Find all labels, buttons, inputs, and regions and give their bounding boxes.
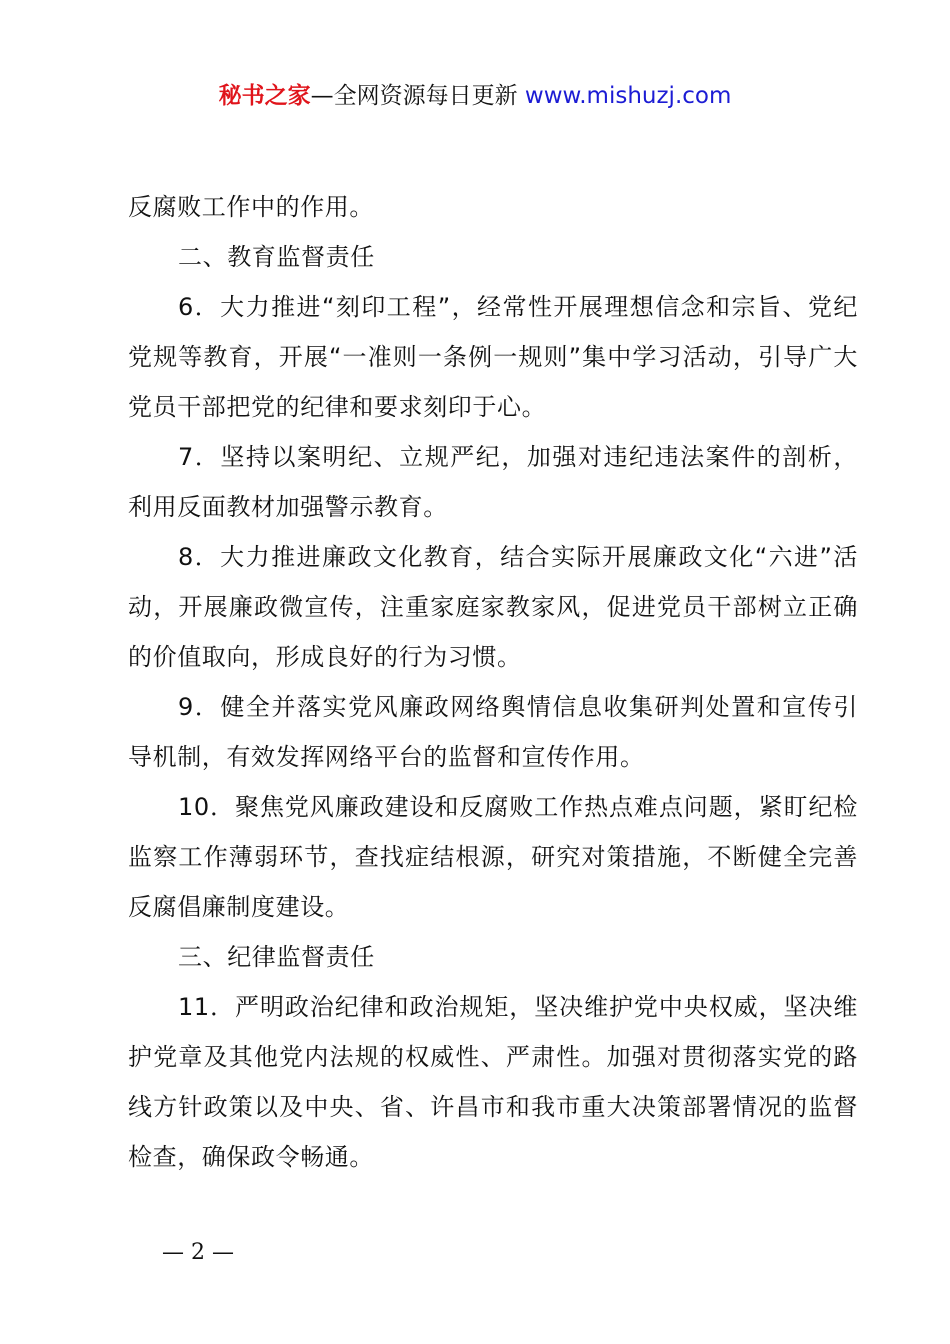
header-tagline: —全网资源每日更新 xyxy=(310,83,518,109)
brand-name: 秘书之家 xyxy=(218,83,311,109)
paragraph-item-8: 8．大力推进廉政文化教育，结合实际开展廉政文化“六进”活动，开展廉政微宣传，注重家庭家教家风，促进党员干部树立正确的价值取向，形成良好的行为习惯。 xyxy=(128,543,858,671)
section-heading-education: 二、教育监督责任 xyxy=(178,243,375,271)
document-body xyxy=(128,182,858,1182)
paragraph-continuation: 反腐败工作中的作用。 xyxy=(128,193,374,221)
paragraph-item-9: 9．健全并落实党风廉政网络舆情信息收集研判处置和宣传引导机制，有效发挥网络平台的监督和宣传作用。 xyxy=(128,693,858,771)
section-heading-discipline: 三、纪律监督责任 xyxy=(178,943,375,971)
page-header xyxy=(0,80,950,112)
paragraph-item-11: 11．严明政治纪律和政治规矩，坚决维护党中央权威，坚决维护党章及其他党内法规的权威性、严肃性。加强对贯彻落实党的路线方针政策以及中央、省、许昌市和我市重大决策部署情况的监督检查，确保政令畅通。 xyxy=(128,993,858,1171)
site-url-link[interactable]: www.mishuzj.com xyxy=(524,83,732,109)
paragraph-item-7: 7．坚持以案明纪、立规严纪，加强对违纪违法案件的剖析，利用反面教材加强警示教育。 xyxy=(128,443,858,521)
paragraph-item-10: 10．聚焦党风廉政建设和反腐败工作热点难点问题，紧盯纪检监察工作薄弱环节，查找症结根源，研究对策措施，不断健全完善反腐倡廉制度建设。 xyxy=(128,793,858,921)
paragraph-item-6: 6．大力推进“刻印工程”，经常性开展理想信念和宗旨、党纪党规等教育，开展“一准则一条例一规则”集中学习活动，引导广大党员干部把党的纪律和要求刻印于心。 xyxy=(128,293,858,421)
page-number: — 2 — xyxy=(162,1240,234,1265)
